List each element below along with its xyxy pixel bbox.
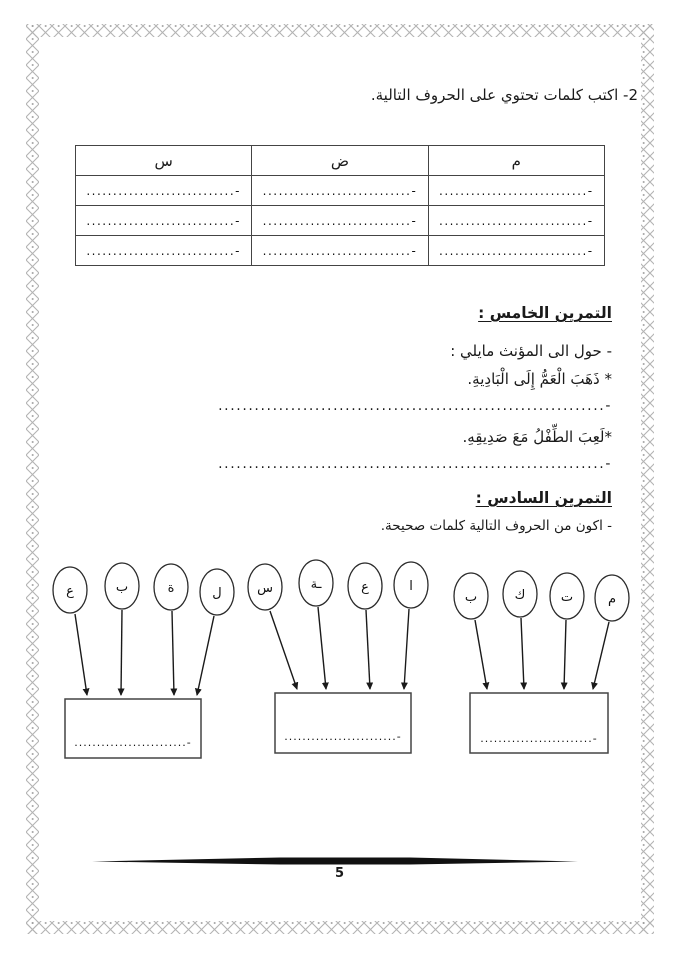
letters-table-header-dad: ض [252, 146, 428, 176]
answer-blank: -............................ [76, 236, 252, 266]
balloon-letter: ب [464, 590, 478, 605]
answer-blank: -............................ [252, 236, 428, 266]
balloon-letter: ا [409, 579, 413, 594]
balloon-letter: ك [514, 588, 526, 603]
answer-blank: -............................ [428, 176, 604, 206]
table-row [76, 236, 605, 266]
balloon-letter: ب [115, 580, 129, 595]
arrow [121, 610, 122, 695]
page-number: 5 [334, 866, 345, 881]
answer-blank: -............................ [76, 176, 252, 206]
table-row [76, 206, 605, 236]
letters-diagram [30, 545, 640, 780]
exercise5-heading: التمرين الخامس : [478, 304, 612, 322]
footer-rule [0, 853, 679, 867]
exercise5-instruction: - حول الى المؤنث مايلي : [450, 342, 612, 360]
answer-blank: -............................ [252, 176, 428, 206]
answer-blank: -............................ [76, 206, 252, 236]
arrow [593, 622, 609, 689]
border-bottom [26, 921, 654, 934]
arrow [366, 610, 370, 689]
balloon-letter: ع [361, 580, 369, 595]
letters-table-header-mim: م [428, 146, 604, 176]
border-top [26, 24, 654, 37]
balloon-letter: ل [212, 586, 222, 601]
exercise5-sentence-1: * ذَهَبَ الْعَمُّ إِلَى الْبَادِيةِ. [467, 370, 612, 388]
arrow [75, 614, 87, 695]
box-answer-line: .........................- [480, 732, 598, 745]
answer-box [275, 693, 411, 753]
border-right [641, 24, 654, 934]
answer-blank: -............................ [252, 206, 428, 236]
answer-box [65, 699, 201, 758]
arrow [475, 620, 487, 689]
exercise6-instruction: - اكون من الحروف التالية كلمات صحيحة. [380, 518, 612, 534]
exercise2-title: 2- اكتب كلمات تحتوي على الحروف التالية. [370, 86, 638, 104]
letters-table-header-row [76, 146, 605, 176]
arrow [172, 611, 174, 695]
answer-blank: -............................ [428, 236, 604, 266]
balloon-letter: ـة [310, 577, 322, 592]
balloon-letter: ع [66, 584, 74, 599]
balloon-letter: ت [560, 590, 574, 605]
exercise5-answer-line-1: -................................................................ [218, 398, 612, 414]
arrow [521, 618, 524, 689]
arrow [270, 611, 297, 689]
arrow [404, 609, 409, 689]
letters-table-header-sin: س [76, 146, 252, 176]
balloon-letter: ة [167, 581, 175, 596]
balloon-letter: س [257, 581, 273, 596]
border-left [26, 24, 39, 934]
balloon-letter: م [607, 592, 617, 607]
table-row [76, 176, 605, 206]
box-answer-line: .........................- [284, 730, 402, 743]
exercise5-sentence-2: *لَعِبَ الطِّفْلُ مَعَ صَدِيقِهِ. [462, 428, 612, 446]
arrow [197, 616, 214, 695]
box-answer-line: .........................- [74, 736, 192, 749]
arrow [564, 620, 566, 689]
exercise5-answer-line-2: -................................................................ [218, 456, 612, 472]
exercise6-heading: التمرين السادس : [475, 489, 612, 507]
arrow [318, 607, 326, 689]
answer-blank: -............................ [428, 206, 604, 236]
letters-table [75, 145, 605, 266]
